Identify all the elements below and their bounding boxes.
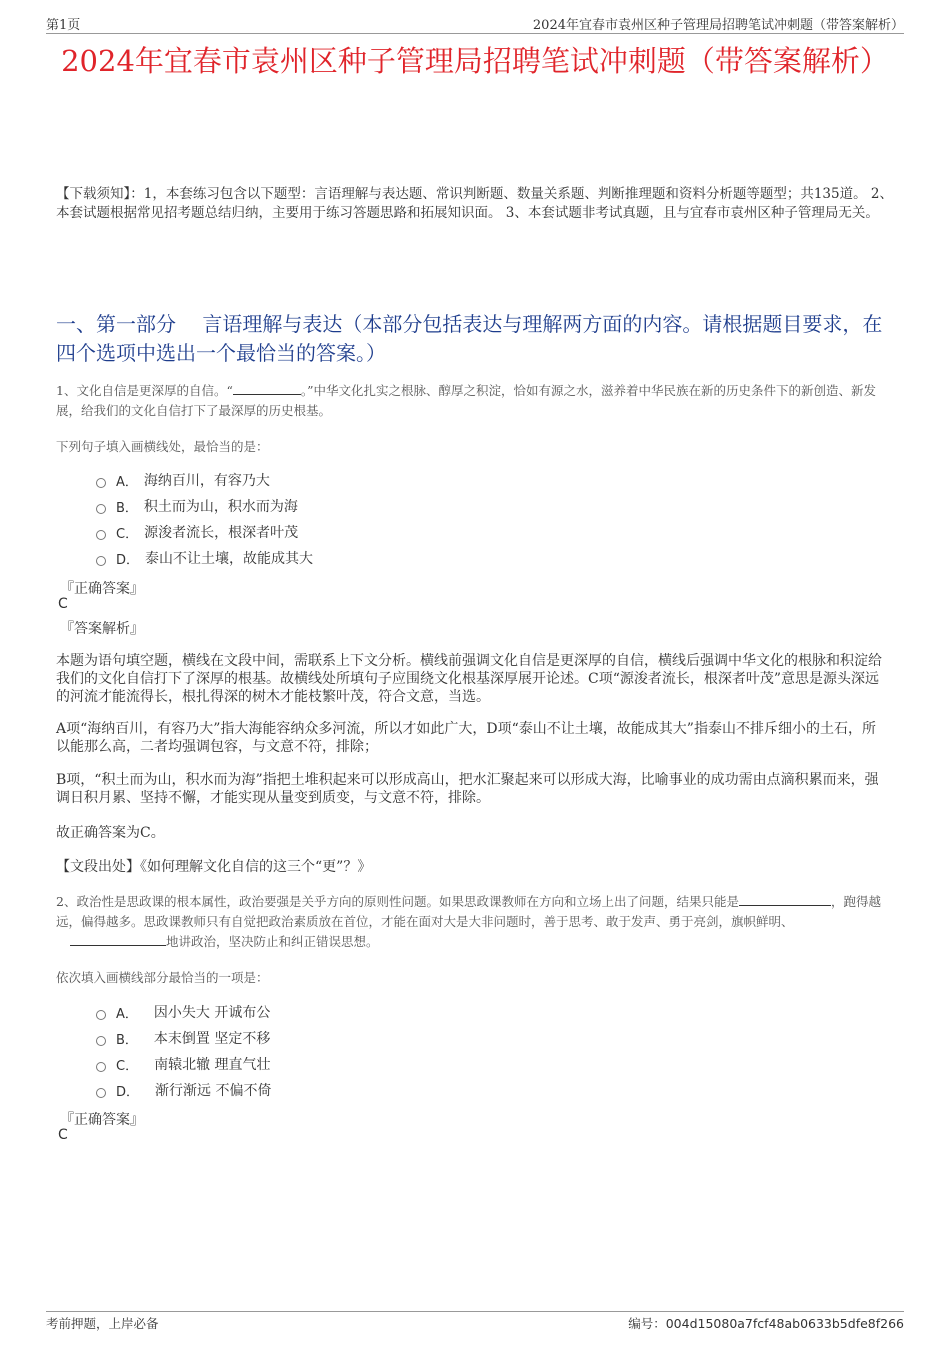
question-2-blank-1 [739, 892, 831, 906]
question-2-text [56, 892, 898, 952]
question-1-answer: C [58, 596, 68, 612]
footer-code-value: 004d15080a7fcf48ab0633b5dfe8f266 [665, 1316, 904, 1331]
question-1-option-d[interactable]: D． 泰山不让土壤，故能成其大 [96, 545, 313, 571]
radio-icon[interactable] [96, 1010, 106, 1020]
question-2-blank-2 [70, 932, 166, 946]
radio-icon[interactable] [96, 478, 106, 488]
question-2-option-a[interactable]: A． 因小失大 开诚布公 [96, 999, 271, 1025]
radio-icon[interactable] [96, 530, 106, 540]
question-1-text [56, 381, 898, 421]
footer-slogan: 考前押题，上岸必备 [46, 1316, 159, 1331]
question-2-option-c[interactable]: C． 南辕北辙 理直气壮 [96, 1051, 271, 1077]
question-1-text-b: 。”中华文化扎实之根脉、醇厚之积淀，恰如有源之水，滋养着中华民族在新的历史条件下的新创造、新发展，给我们的文化自信打下了最深厚的历史根基。 [56, 383, 877, 418]
question-1-option-b[interactable]: B． 积土而为山，积水而为海 [96, 493, 313, 519]
question-2-option-d[interactable]: D． 渐行渐远 不偏不倚 [96, 1077, 271, 1103]
question-1-prompt: 下列句子填入画横线处，最恰当的是： [56, 439, 269, 454]
question-2-answer: C [58, 1127, 68, 1143]
question-1-answer-label: 『正确答案』 [60, 581, 144, 597]
question-1-option-c[interactable]: C． 源浚者流长，根深者叶茂 [96, 519, 313, 545]
question-1-options [96, 467, 313, 571]
question-1-analysis-p3: B项，“积土而为山，积水而为海”指把土堆积起来可以形成高山，把水汇聚起来可以形成大海，比喻事业的成功需由点滴积累而来，强调日积月累、坚持不懈，才能实现从量变到质变，与文意不符，排除。 [56, 772, 879, 806]
radio-icon[interactable] [96, 1062, 106, 1072]
question-1-source: 【文段出处】《如何理解文化自信的这三个“更”？》 [56, 859, 372, 875]
question-1-blank [233, 381, 301, 395]
section-heading: 一、第一部分 言语理解与表达（本部分包括表达与理解两方面的内容。请根据题目要求，在四个选项中选出一个最恰当的答案。） [56, 312, 883, 365]
question-1-option-a[interactable]: A． 海纳百川，有容乃大 [96, 467, 313, 493]
radio-icon[interactable] [96, 556, 106, 566]
question-2-options [96, 999, 271, 1103]
footer-code [628, 1314, 904, 1332]
question-2-prompt: 依次填入画横线部分最恰当的一项是： [56, 970, 269, 985]
page-number: 第1页 [46, 18, 81, 33]
footer-code-label: 编号： [628, 1316, 666, 1331]
question-1-conclusion: 故正确答案为C。 [56, 825, 165, 841]
question-2-text-a: 2、政治性是思政课的根本属性，政治要强是关乎方向的原则性问题。如果思政课教师在方向和立场上出了问题，结果只能是 [56, 894, 739, 909]
radio-icon[interactable] [96, 1088, 106, 1098]
question-1-analysis-p1: 本题为语句填空题，横线在文段中间，需联系上下文分析。横线前强调文化自信是更深厚的自信，横线后强调中华文化的根脉和积淀给我们的文化自信打下了深厚的根基。故横线处所填句子应围绕文化根基深厚展开论述。C项“源浚者流长，根深者叶茂”意思是源头深远的河流才能流得长，根扎得深的树木才能枝繁叶茂，符合文意，当选。 [56, 653, 882, 705]
download-notice: 【下载须知】：1，本套练习包含以下题型：言语理解与表达题、常识判断题、数量关系题、判断推理题和资料分析题等题型；共135道。 2、本套试题根据常见招考题总结归纳，主要用于练习答题思路和拓展知识面。 3、本套试题非考试真题，且与宜春市袁州区种子管理局无关。 [56, 186, 893, 221]
question-1-analysis-label: 『答案解析』 [60, 621, 144, 637]
question-2-option-b[interactable]: B． 本末倒置 坚定不移 [96, 1025, 271, 1051]
question-2-answer-label: 『正确答案』 [60, 1112, 144, 1128]
header-doc-title: 2024年宜春市袁州区种子管理局招聘笔试冲刺题（带答案解析） [532, 18, 904, 33]
document-title: 2024年宜春市袁州区种子管理局招聘笔试冲刺题（带答案解析） [61, 44, 889, 78]
header-divider [46, 33, 904, 34]
question-1-text-a: 1、文化自信是更深厚的自信。“ [56, 383, 233, 398]
question-1-analysis-p2: A项“海纳百川，有容乃大”指大海能容纳众多河流，所以才如此广大，D项“泰山不让土壤，故能成其大”指泰山不排斥细小的土石，所以能那么高，二者均强调包容，与文意不符，排除； [56, 721, 876, 755]
question-2-text-c: 地讲政治，坚决防止和纠正错误思想。 [166, 934, 379, 949]
radio-icon[interactable] [96, 504, 106, 514]
footer-divider [46, 1311, 904, 1312]
question-2-text-b: ，跑得越远，偏得越多。思政课教师只有自觉把政治素质放在首位，才能在面对大是大非问题时，善于思考、敢于发声、勇于亮剑，旗帜鲜明、 [56, 894, 881, 929]
radio-icon[interactable] [96, 1036, 106, 1046]
